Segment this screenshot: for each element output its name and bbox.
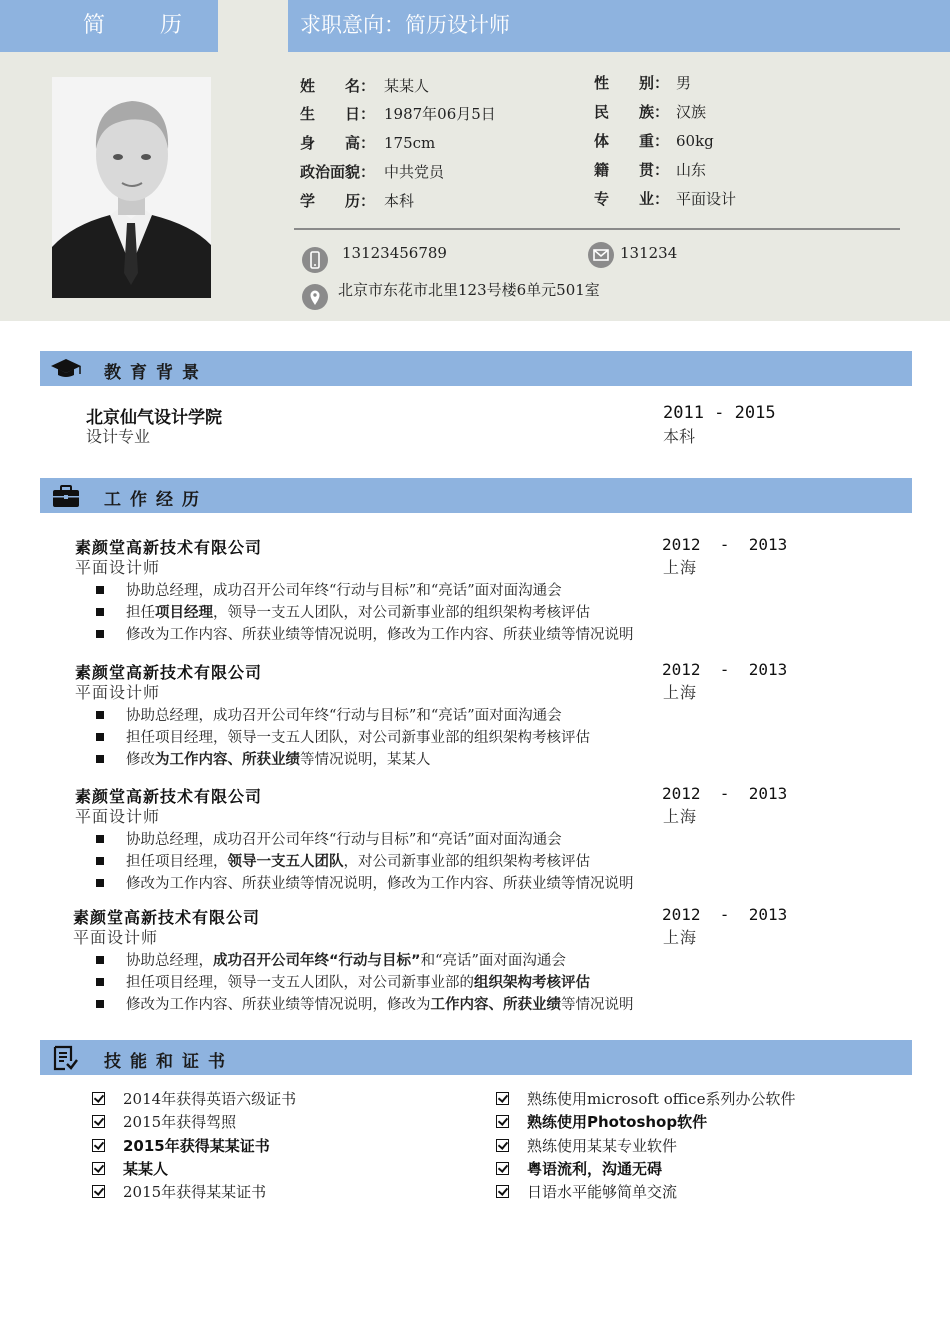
skill-item <box>496 1113 707 1131</box>
header-divider <box>294 228 900 230</box>
skill-text: 2014年获得英语六级证书 <box>123 1090 297 1108</box>
skill-item <box>92 1137 270 1155</box>
info-value: 平面设计 <box>676 190 737 208</box>
work-title: 工作经历 <box>104 490 208 510</box>
bullet-emphasis: 组织架构考核评估 <box>474 975 590 991</box>
bullet-text: 担任项目经理，领导一支五人团队，对公司新事业部的组织架构考核评估 <box>126 730 590 746</box>
job-bullet <box>96 975 590 992</box>
info-value: 男 <box>676 74 692 92</box>
checkbox-icon <box>496 1115 509 1128</box>
education-years: 2011 - 2015 <box>663 403 776 423</box>
skill-item <box>92 1113 236 1131</box>
job-bullet <box>96 832 562 849</box>
info-ethnicity <box>594 103 706 121</box>
job-bullet <box>96 583 562 600</box>
checkbox-icon <box>92 1162 105 1175</box>
graduation-cap-icon <box>49 356 83 382</box>
checkbox-icon <box>496 1139 509 1152</box>
skill-text: 粤语流利，沟通无碍 <box>527 1160 663 1178</box>
info-label: 姓 名： <box>300 77 376 95</box>
info-value: 60kg <box>676 132 714 150</box>
info-hometown <box>594 161 706 179</box>
portrait-image <box>52 77 211 298</box>
job-role: 平面设计师 <box>73 928 159 947</box>
info-label: 籍 贯： <box>594 161 670 179</box>
info-label: 体 重： <box>594 132 670 150</box>
bullet-text: 协助总经理， <box>126 953 213 969</box>
skill-item <box>92 1183 266 1201</box>
skill-text: 2015年获得某某证书 <box>123 1183 267 1201</box>
job-bullet <box>96 605 590 622</box>
resume-title-char-2: 历 <box>160 13 183 38</box>
checkbox-icon <box>92 1092 105 1105</box>
info-political <box>300 163 444 181</box>
info-gender <box>594 74 691 92</box>
home-address: 北京市东花市北里123号楼6单元501室 <box>338 281 600 299</box>
education-title: 教育背景 <box>104 363 208 383</box>
job-bullet <box>96 997 634 1014</box>
job-role: 平面设计师 <box>75 807 161 826</box>
job-city: 上海 <box>663 558 698 577</box>
skill-item <box>92 1160 168 1178</box>
skill-text: 熟练使用某某专业软件 <box>527 1137 678 1155</box>
checkbox-icon <box>496 1162 509 1175</box>
bullet-text: 担任 <box>126 605 155 621</box>
briefcase-icon <box>49 483 83 509</box>
checkbox-icon <box>92 1185 105 1198</box>
skill-item <box>92 1090 296 1108</box>
job-company: 素颜堂高新技术有限公司 <box>73 908 261 927</box>
bullet-text: 和“亮话”面对面沟通会 <box>420 953 566 969</box>
bullet-square-icon <box>96 586 104 594</box>
skill-text: 日语水平能够简单交流 <box>527 1183 678 1201</box>
job-years: 2012 - 2013 <box>662 660 788 679</box>
bullet-emphasis: 成功召开公司年终“行动与目标” <box>213 953 421 969</box>
checkbox-icon <box>496 1185 509 1198</box>
job-objective: 求职意向：简历设计师 <box>300 13 510 37</box>
skills-section-bar <box>40 1040 912 1075</box>
bullet-text: 修改为工作内容、所获业绩等情况说明，修改为工作内容、所获业绩等情况说明 <box>126 627 634 643</box>
bullet-text: 修改为工作内容、所获业绩等情况说明，修改为 <box>126 997 431 1013</box>
skill-text: 熟练使用microsoft office系列办公软件 <box>527 1090 796 1108</box>
bullet-emphasis: 领导一支五人团队 <box>227 854 344 870</box>
job-bullet <box>96 876 634 893</box>
location-icon <box>302 284 328 310</box>
info-name <box>300 77 429 95</box>
info-major <box>594 190 736 208</box>
job-bullet <box>96 708 562 725</box>
resume-title-char-1: 简 <box>83 13 106 38</box>
phone-icon <box>302 247 328 273</box>
skill-text: 熟练使用Photoshop软件 <box>527 1113 708 1131</box>
job-bullet <box>96 627 634 644</box>
job-city: 上海 <box>663 807 698 826</box>
bullet-emphasis: 项目经理 <box>155 605 213 621</box>
bullet-square-icon <box>96 608 104 616</box>
bullet-emphasis: 为工作内容、所获业绩 <box>155 752 300 768</box>
email-address: 131234 <box>620 244 678 262</box>
info-value: 1987年06月5日 <box>384 105 496 123</box>
info-label: 身 高： <box>300 134 376 152</box>
phone-number: 13123456789 <box>342 244 447 262</box>
info-value: 山东 <box>676 161 707 179</box>
job-bullet <box>96 953 566 970</box>
job-bullet <box>96 854 590 871</box>
bullet-text: 等情况说明 <box>561 997 634 1013</box>
info-value: 中共党员 <box>384 163 445 181</box>
bullet-text: 协助总经理，成功召开公司年终“行动与目标”和“亮话”面对面沟通会 <box>126 832 562 848</box>
job-years: 2012 - 2013 <box>662 784 788 803</box>
skill-text: 2015年获得某某证书 <box>123 1137 270 1155</box>
checkbox-icon <box>92 1139 105 1152</box>
bullet-text: 协助总经理，成功召开公司年终“行动与目标”和“亮话”面对面沟通会 <box>126 583 562 599</box>
job-company: 素颜堂高新技术有限公司 <box>75 787 263 806</box>
checkbox-icon <box>92 1115 105 1128</box>
skill-text: 2015年获得驾照 <box>123 1113 237 1131</box>
info-label: 性 别： <box>594 74 670 92</box>
job-company: 素颜堂高新技术有限公司 <box>75 538 263 557</box>
bullet-text: ，对公司新事业部的组织架构考核评估 <box>343 854 590 870</box>
bullet-square-icon <box>96 978 104 986</box>
info-label: 专 业： <box>594 190 670 208</box>
job-bullet <box>96 730 590 747</box>
bullet-square-icon <box>96 835 104 843</box>
bullet-text: 修改为工作内容、所获业绩等情况说明，修改为工作内容、所获业绩等情况说明 <box>126 876 634 892</box>
education-degree: 本科 <box>663 427 696 446</box>
skill-item <box>496 1137 677 1155</box>
education-section-bar <box>40 351 912 386</box>
skills-title: 技能和证书 <box>104 1052 234 1072</box>
info-birthday <box>300 105 496 123</box>
bullet-square-icon <box>96 857 104 865</box>
profile-photo <box>52 77 211 298</box>
info-education <box>300 192 414 210</box>
job-bullet <box>96 752 431 769</box>
job-company: 素颜堂高新技术有限公司 <box>75 663 263 682</box>
resume-title-tab <box>0 0 218 52</box>
bullet-text: 修改 <box>126 752 155 768</box>
bullet-square-icon <box>96 733 104 741</box>
work-section-bar <box>40 478 912 513</box>
job-years: 2012 - 2013 <box>662 905 788 924</box>
mail-icon <box>588 242 614 268</box>
job-city: 上海 <box>663 928 698 947</box>
bullet-emphasis: 工作内容、所获业绩 <box>430 997 561 1013</box>
bullet-square-icon <box>96 879 104 887</box>
info-height <box>300 134 435 152</box>
bullet-text: 担任项目经理， <box>126 854 228 870</box>
skill-text: 某某人 <box>123 1160 169 1178</box>
info-value: 某某人 <box>384 77 430 95</box>
job-city: 上海 <box>663 683 698 702</box>
info-label: 民 族： <box>594 103 670 121</box>
info-value: 本科 <box>384 192 415 210</box>
job-years: 2012 - 2013 <box>662 535 788 554</box>
bullet-square-icon <box>96 956 104 964</box>
info-value: 汉族 <box>676 103 707 121</box>
bullet-square-icon <box>96 711 104 719</box>
document-list-icon <box>49 1045 83 1071</box>
info-value: 175cm <box>384 134 436 152</box>
bullet-text: ，领导一支五人团队，对公司新事业部的组织架构考核评估 <box>213 605 590 621</box>
school-name: 北京仙气设计学院 <box>86 408 222 428</box>
info-label: 学 历： <box>300 192 376 210</box>
info-weight <box>594 132 714 150</box>
job-role: 平面设计师 <box>75 683 161 702</box>
school-major: 设计专业 <box>86 427 151 446</box>
objective-bar <box>288 0 950 52</box>
bullet-text: 等情况说明，某某人 <box>300 752 431 768</box>
skill-item <box>496 1183 677 1201</box>
bullet-text: 协助总经理，成功召开公司年终“行动与目标”和“亮话”面对面沟通会 <box>126 708 562 724</box>
bullet-text: 担任项目经理，领导一支五人团队，对公司新事业部的 <box>126 975 474 991</box>
bullet-square-icon <box>96 755 104 763</box>
info-label: 生 日： <box>300 105 376 123</box>
job-role: 平面设计师 <box>75 558 161 577</box>
bullet-square-icon <box>96 630 104 638</box>
info-label: 政治面貌： <box>300 163 376 181</box>
checkbox-icon <box>496 1092 509 1105</box>
skill-item <box>496 1160 662 1178</box>
skill-item <box>496 1090 795 1108</box>
bullet-square-icon <box>96 1000 104 1008</box>
